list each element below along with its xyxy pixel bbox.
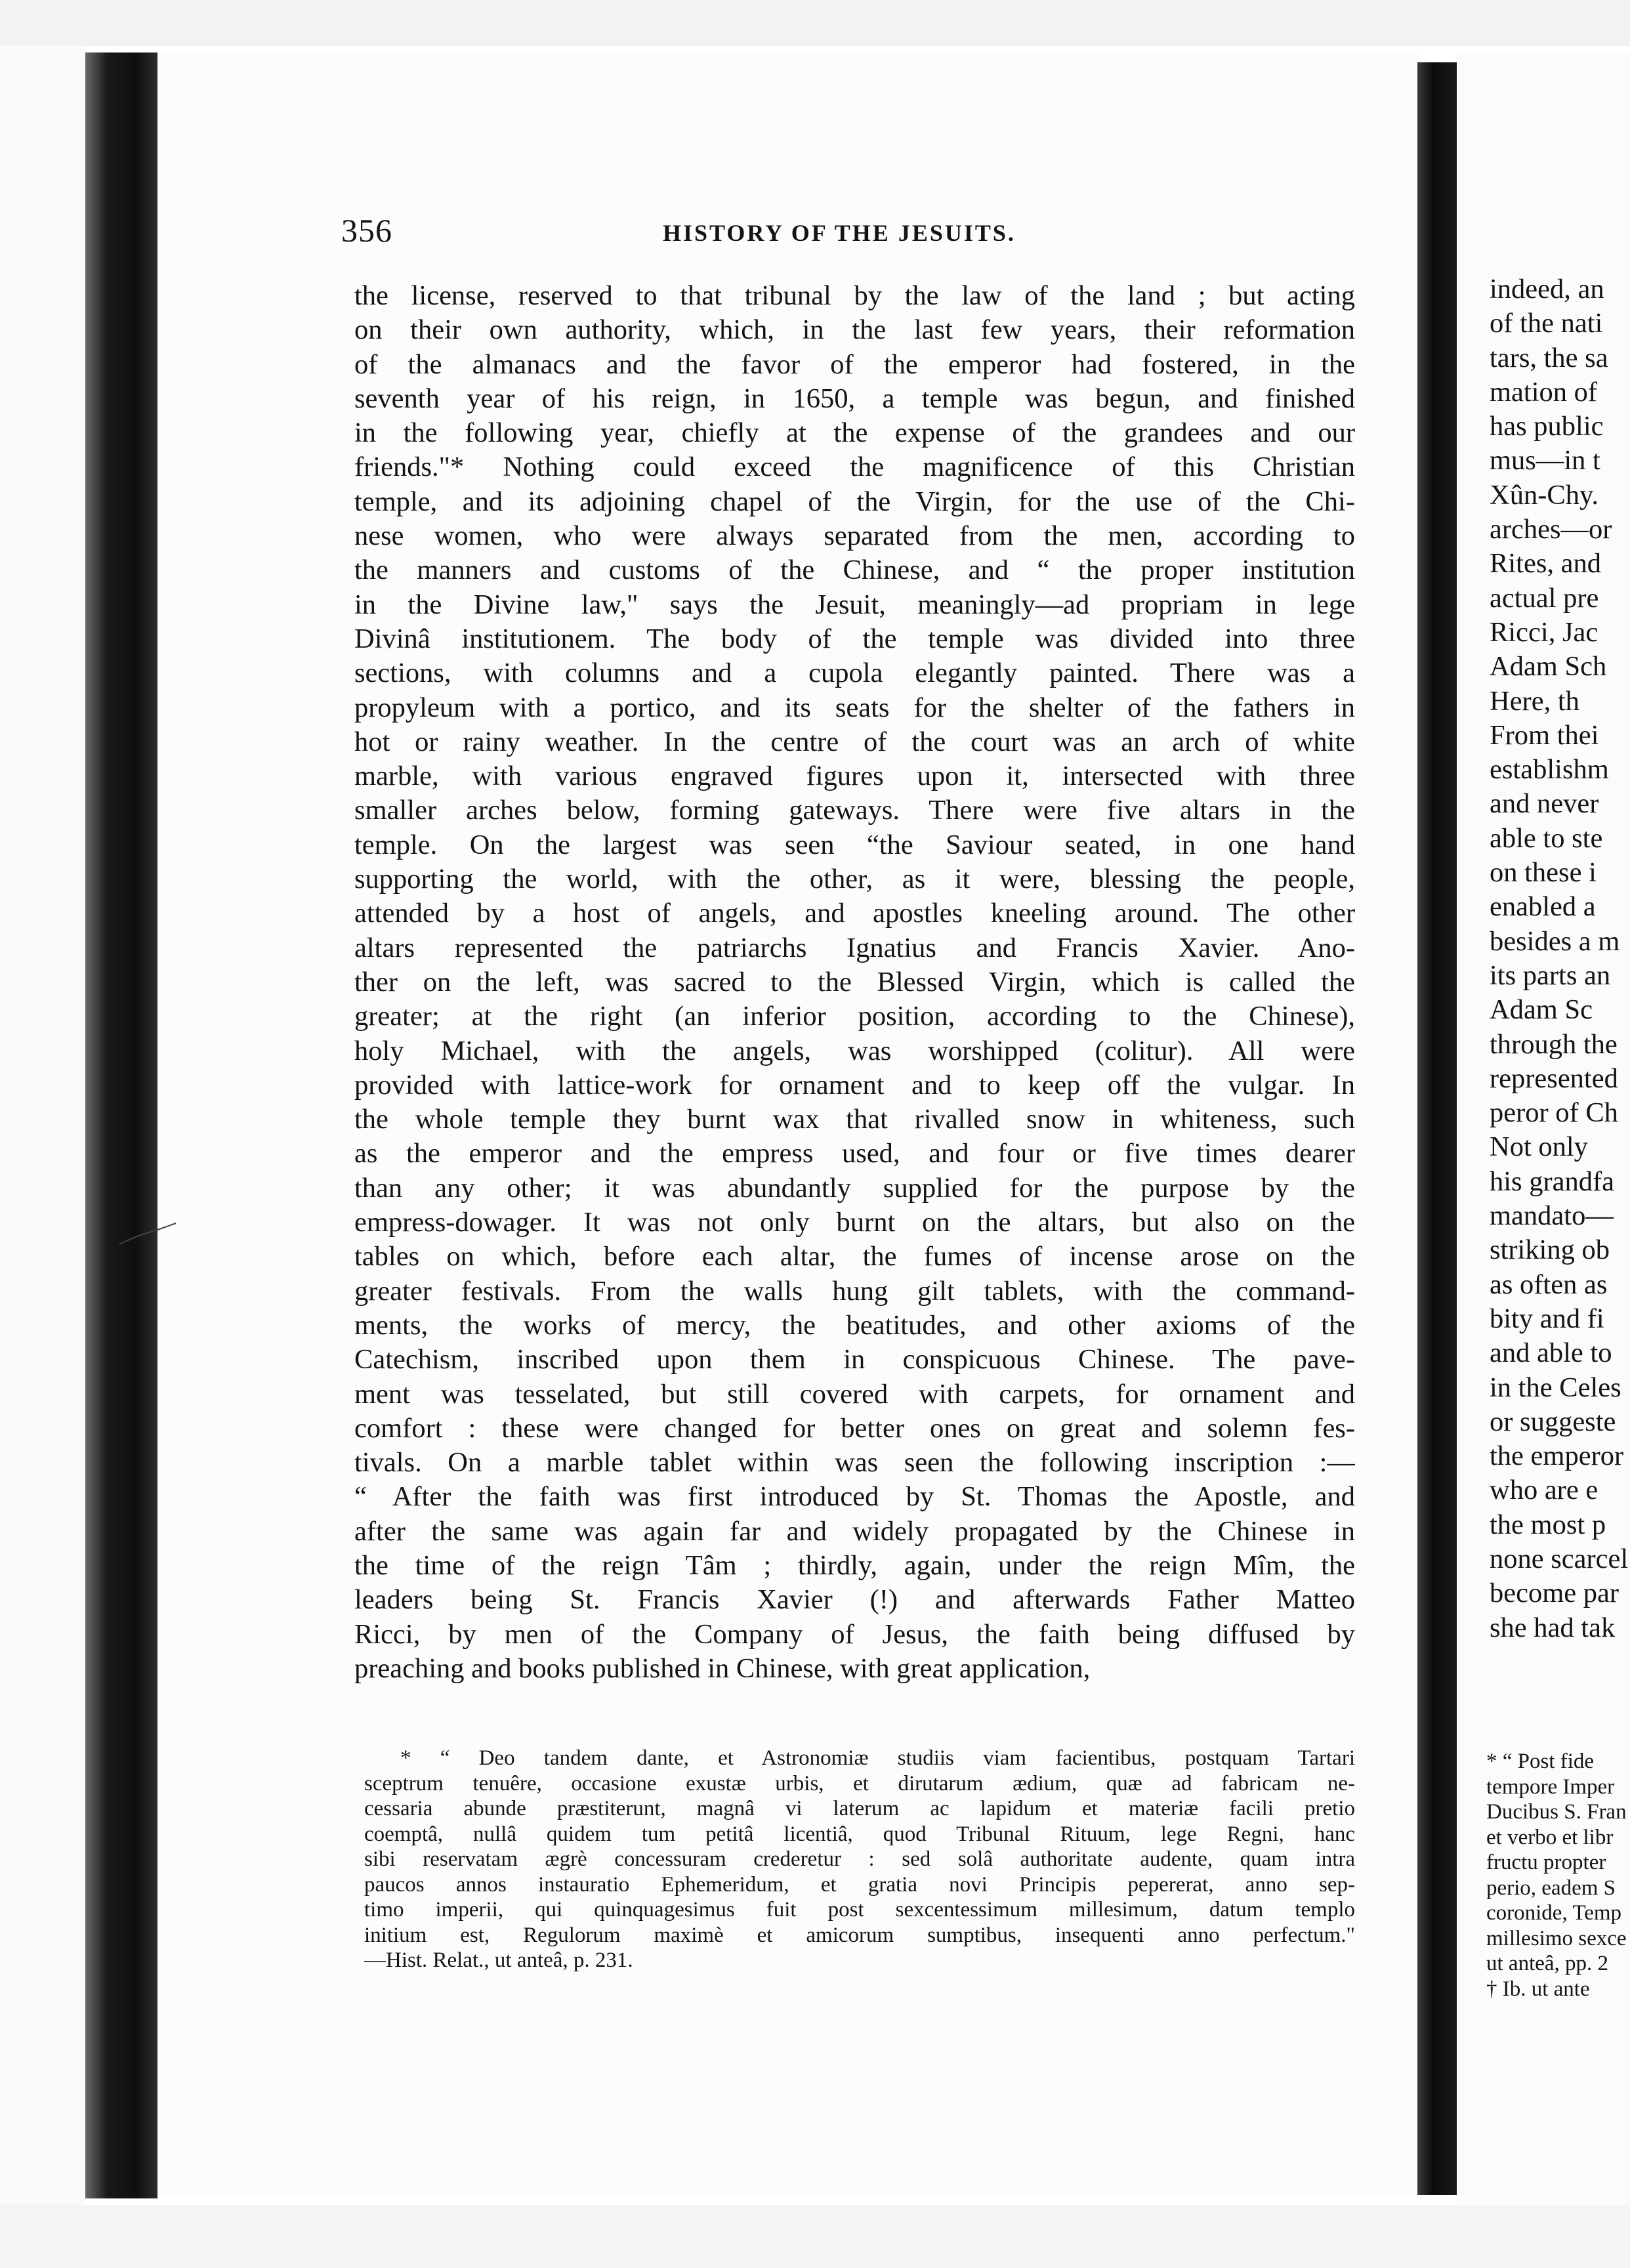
book-gutter — [1417, 62, 1457, 2195]
footnote-line: initium est, Regulorum maximè et amicorum sumptibus, insequenti anno perfectum." — [364, 1923, 1355, 1947]
right-footnote-line: tempore Imper — [1486, 1774, 1615, 1799]
body-line: altars represented the patriarchs Ignatius and Francis Xavier. Ano- — [354, 932, 1355, 963]
body-line: provided with lattice-work for ornament and to keep off the vulgar. In — [354, 1069, 1355, 1101]
body-line: Divinâ institutionem. The body of the temple was divided into three — [354, 623, 1355, 654]
body-line: empress-dowager. It was not only burnt on the altars, but also on the — [354, 1207, 1355, 1238]
body-line: the whole temple they burnt wax that rivalled snow in whiteness, such — [354, 1104, 1355, 1135]
right-page-line: Xûn-Chy. — [1490, 479, 1599, 511]
right-page-line: Adam Sch — [1490, 651, 1607, 682]
body-line: propyleum with a portico, and its seats for the shelter of the fathers in — [354, 692, 1355, 723]
scan-left-margin — [0, 46, 85, 2205]
body-line: the time of the reign Tâm ; thirdly, again, under the reign Mîm, the — [354, 1549, 1355, 1581]
right-footnote-line: coronide, Temp — [1486, 1901, 1622, 1925]
page-header — [341, 211, 1365, 257]
right-footnote-line: * “ Post fide — [1486, 1750, 1595, 1773]
body-line: greater festivals. From the walls hung gilt tablets, with the command- — [354, 1275, 1355, 1307]
body-line: as the emperor and the empress used, and four or five times dearer — [354, 1138, 1355, 1169]
right-page-line: mation of — [1490, 376, 1598, 408]
right-page-line: through the — [1490, 1028, 1618, 1060]
footnote-line: sceptrum tenuêre, occasione exustæ urbis, et dirutarum ædium, quæ ad fabricam ne- — [364, 1771, 1355, 1796]
right-page-line: From thei — [1490, 719, 1599, 751]
right-page-line: bity and fi — [1490, 1303, 1604, 1334]
right-footnote-line: millesimo sexce — [1486, 1926, 1627, 1950]
right-page-line: able to ste — [1490, 822, 1603, 854]
body-line: in the following year, chiefly at the expense of the grandees and our — [354, 417, 1355, 449]
right-page-line: tars, the sa — [1490, 342, 1608, 373]
body-line: sections, with columns and a cupola elegantly painted. There was a — [354, 658, 1355, 689]
right-page-line: the most p — [1490, 1509, 1606, 1540]
right-page-line: has public — [1490, 411, 1604, 442]
body-line: supporting the world, with the other, as it were, blessing the people, — [354, 864, 1355, 895]
right-page-line: become par — [1490, 1578, 1620, 1609]
right-page-line: indeed, an — [1490, 274, 1604, 304]
footnote-line: * “ Deo tandem dante, et Astronomiæ studiis viam facientibus, postquam Tartari — [400, 1746, 1355, 1770]
right-page-line: Here, th — [1490, 685, 1579, 717]
pen-mark — [118, 1221, 177, 1247]
right-page-line: on these i — [1490, 857, 1597, 889]
footnote-line: timo imperii, qui quinquagesimus fuit post sexcentessimum millesimum, datum templo — [364, 1898, 1355, 1922]
right-page-line: its parts an — [1490, 959, 1611, 991]
footnote-line: sibi reservatam ægrè concessuram crederetur : sed solâ authoritate audente, quam intra — [364, 1847, 1355, 1871]
body-line: in the Divine law," says the Jesuit, meaningly—ad propriam in lege — [354, 589, 1355, 620]
right-page-line: establishm — [1490, 754, 1609, 786]
footnote-line: coemptâ, nullâ quidem tum petitâ licentiâ, quod Tribunal Rituum, lege Regni, hanc — [364, 1822, 1355, 1846]
right-page-line: and able to — [1490, 1337, 1612, 1369]
right-page-line: Not only — [1490, 1131, 1588, 1163]
body-line: leaders being St. Francis Xavier (!) and afterwards Father Matteo — [354, 1584, 1355, 1616]
right-footnote-line: perio, eadem S — [1486, 1876, 1616, 1900]
body-line: Catechism, inscribed upon them in conspicuous Chinese. The pave- — [354, 1344, 1355, 1376]
body-line: tivals. On a marble tablet within was seen the following inscription :— — [354, 1447, 1355, 1479]
footnote-line: paucos annos instauratio Ephemeridum, et gratia novi Principis pepererat, anno sep- — [364, 1872, 1355, 1897]
right-page-line: Ricci, Jac — [1490, 616, 1599, 648]
scan-bottom-margin — [0, 2205, 1630, 2268]
right-page-text — [1490, 272, 1630, 1645]
right-page-line: Adam Sc — [1490, 994, 1593, 1026]
right-page-line: striking ob — [1490, 1234, 1610, 1266]
body-line: ment was tesselated, but still covered with carpets, for ornament and — [354, 1378, 1355, 1410]
right-page-line: as often as — [1490, 1269, 1608, 1300]
right-footnote-line: Ducibus S. Fran — [1486, 1800, 1627, 1824]
footnote-line: cessaria abunde præstiterunt, magnâ vi laterum ac lapidum et materiæ facili pretio — [364, 1797, 1355, 1820]
body-line: tables on which, before each altar, the fumes of incense arose on the — [354, 1241, 1355, 1272]
body-line: friends."* Nothing could exceed the magnificence of this Christian — [354, 452, 1355, 483]
body-line: preaching and books published in Chinese, with great application, — [354, 1652, 1091, 1684]
body-line: ments, the works of mercy, the beatitudes, and other axioms of the — [354, 1309, 1355, 1341]
right-page-line: represented — [1490, 1062, 1618, 1094]
running-head: HISTORY OF THE JESUITS. — [663, 220, 1016, 246]
right-page-line: who are e — [1490, 1475, 1599, 1506]
right-page-line: arches—or — [1490, 514, 1612, 545]
body-line: marble, with various engraved figures upon it, intersected with three — [354, 761, 1355, 792]
right-page-footnotes — [1486, 1749, 1630, 2002]
right-page-line: or suggeste — [1490, 1406, 1616, 1437]
body-line: holy Michael, with the angels, was worshipped (colitur). All were — [354, 1035, 1355, 1066]
right-page-line: and never — [1490, 788, 1599, 820]
page-number: 356 — [341, 212, 392, 249]
body-line: temple. On the largest was seen “the Saviour seated, in one hand — [354, 829, 1355, 860]
body-text — [354, 279, 1355, 1686]
right-page-line: actual pre — [1490, 582, 1599, 614]
right-footnote-line: ut anteâ, pp. 2 — [1486, 1952, 1609, 1975]
body-line: of the almanacs and the favor of the emperor had fostered, in the — [354, 348, 1355, 380]
right-footnote-line: † Ib. ut ante — [1486, 1977, 1590, 2001]
right-page-line: enabled a — [1490, 891, 1596, 923]
body-line: the manners and customs of the Chinese, and “ the proper institution — [354, 555, 1355, 586]
right-page-line: his grandfa — [1490, 1166, 1615, 1197]
body-line: after the same was again far and widely propagated by the Chinese in — [354, 1515, 1355, 1547]
right-page-line: mandato— — [1490, 1200, 1614, 1232]
body-line: nese women, who were always separated from the men, according to — [354, 520, 1355, 552]
body-line: attended by a host of angels, and apostles kneeling around. The other — [354, 898, 1355, 929]
right-page-line: peror of Ch — [1490, 1097, 1618, 1129]
footnote-line: —Hist. Relat., ut anteâ, p. 231. — [364, 1948, 633, 1972]
body-line: hot or rainy weather. In the centre of the court was an arch of white — [354, 726, 1355, 757]
right-page-line: mus—in t — [1490, 445, 1600, 476]
body-line: ther on the left, was sacred to the Blessed Virgin, which is called the — [354, 966, 1355, 998]
body-line: temple, and its adjoining chapel of the Virgin, for the use of the Chi- — [354, 486, 1355, 517]
body-line: greater; at the right (an inferior position, according to the Chinese), — [354, 1001, 1355, 1032]
right-page-line: besides a m — [1490, 925, 1620, 957]
footnotes — [364, 1746, 1355, 1973]
right-page-line: in the Celes — [1490, 1372, 1621, 1403]
body-line: on their own authority, which, in the last few years, their reformation — [354, 314, 1355, 346]
right-page-line: of the nati — [1490, 308, 1603, 339]
right-page-line: none scarcel — [1490, 1543, 1629, 1574]
body-line: smaller arches below, forming gateways. There were five altars in the — [354, 795, 1355, 826]
scan-top-margin — [0, 0, 1630, 46]
body-line: seventh year of his reign, in 1650, a temple was begun, and finished — [354, 383, 1355, 414]
body-line: comfort : these were changed for better ones on great and solemn fes- — [354, 1412, 1355, 1444]
body-line: “ After the faith was first introduced by St. Thomas the Apostle, and — [354, 1481, 1355, 1513]
body-line: than any other; it was abundantly supplied for the purpose by the — [354, 1172, 1355, 1204]
right-page-line: the emperor — [1490, 1440, 1624, 1472]
body-line: Ricci, by men of the Company of Jesus, the faith being diffused by — [354, 1618, 1355, 1650]
right-page-line: she had tak — [1490, 1612, 1616, 1643]
right-footnote-line: fructu propter — [1486, 1851, 1606, 1874]
book-left-edge — [85, 52, 157, 2198]
right-page-line: Rites, and — [1490, 548, 1601, 579]
right-footnote-line: et verbo et libr — [1486, 1825, 1614, 1849]
body-line: the license, reserved to that tribunal by the law of the land ; but acting — [354, 280, 1355, 311]
